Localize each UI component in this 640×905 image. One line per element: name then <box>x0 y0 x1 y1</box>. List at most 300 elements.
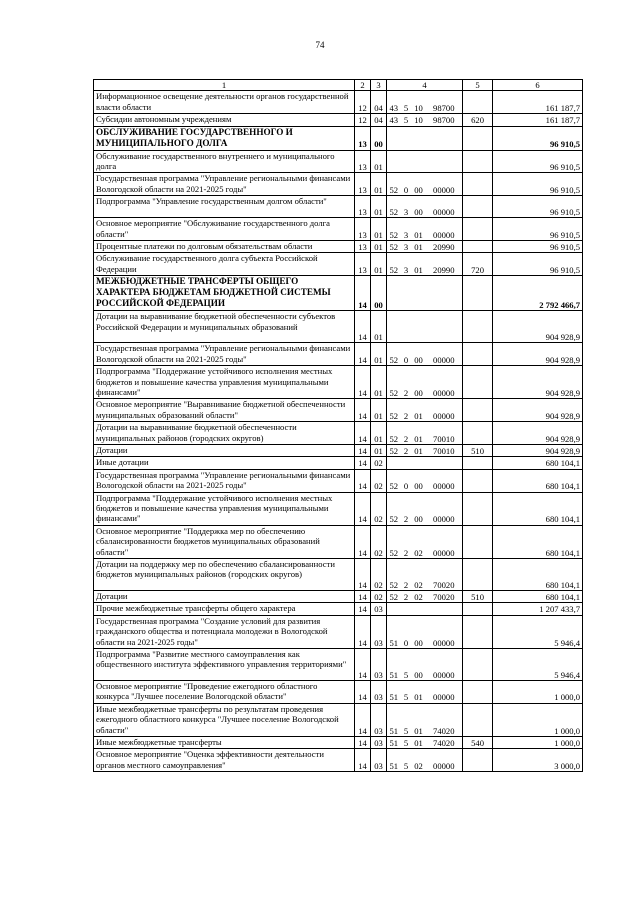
row-code-subprogram: 2 <box>401 591 412 603</box>
row-amount: 96 910,5 <box>493 196 583 218</box>
row-section: 14 <box>355 366 371 399</box>
table-row <box>94 150 583 173</box>
row-code-direction: 00000 <box>426 749 463 772</box>
row-subsection: 02 <box>371 469 387 492</box>
table-row <box>94 126 583 150</box>
row-subsection: 03 <box>371 603 387 615</box>
row-code-program: 52 <box>387 492 401 525</box>
row-code-event <box>412 457 426 469</box>
row-section: 14 <box>355 444 371 456</box>
row-section: 14 <box>355 703 371 736</box>
row-code-program: 52 <box>387 241 401 253</box>
row-section: 12 <box>355 114 371 126</box>
row-code-event: 00 <box>412 196 426 218</box>
row-subsection: 02 <box>371 457 387 469</box>
row-amount: 161 187,7 <box>493 91 583 114</box>
row-expense-type <box>463 649 493 681</box>
table-row <box>94 173 583 196</box>
row-expense-type <box>463 366 493 399</box>
row-code-event: 01 <box>412 241 426 253</box>
row-code-program: 43 <box>387 91 401 114</box>
row-code-direction: 70020 <box>426 591 463 603</box>
row-expense-type <box>463 311 493 343</box>
row-section: 13 <box>355 150 371 173</box>
row-code-program: 52 <box>387 343 401 366</box>
row-code-subprogram: 3 <box>401 253 412 276</box>
table-row <box>94 91 583 114</box>
row-section: 14 <box>355 559 371 591</box>
row-section: 13 <box>355 126 371 150</box>
table-row <box>94 492 583 525</box>
row-expense-type <box>463 615 493 648</box>
row-code-program: 51 <box>387 649 401 681</box>
row-amount: 680 104,1 <box>493 492 583 525</box>
row-amount: 5 946,4 <box>493 649 583 681</box>
row-section: 14 <box>355 399 371 422</box>
row-section: 12 <box>355 91 371 114</box>
row-name: Дотации на поддержку мер по обеспечению сбалансированности бюджетов муниципальных районов (городских округов) <box>94 559 355 591</box>
row-subsection: 03 <box>371 615 387 648</box>
row-code-subprogram: 2 <box>401 444 412 456</box>
row-amount: 904 928,9 <box>493 422 583 445</box>
row-subsection: 02 <box>371 591 387 603</box>
row-name: Субсидии автономным учреждениям <box>94 114 355 126</box>
row-code-program <box>387 457 401 469</box>
row-name: Иные межбюджетные трансферты по результатам проведения ежегодного областного конкурса "Лучшее поселение Вологодской области" <box>94 703 355 736</box>
row-code-program: 51 <box>387 737 401 749</box>
table-row <box>94 457 583 469</box>
table-row <box>94 422 583 445</box>
row-subsection: 01 <box>371 444 387 456</box>
row-amount: 96 910,5 <box>493 126 583 150</box>
row-code-subprogram: 5 <box>401 737 412 749</box>
row-code-subprogram: 3 <box>401 196 412 218</box>
row-name: Основное мероприятие "Проведение ежегодного областного конкурса "Лучшее поселение Вологодской области" <box>94 681 355 704</box>
row-expense-type <box>463 91 493 114</box>
row-code-program: 51 <box>387 749 401 772</box>
row-code-direction: 70010 <box>426 444 463 456</box>
row-expense-type <box>463 422 493 445</box>
table-body <box>94 80 583 772</box>
row-code-subprogram: 5 <box>401 681 412 704</box>
row-code-direction: 00000 <box>426 196 463 218</box>
row-code-program: 51 <box>387 703 401 736</box>
row-code-program: 52 <box>387 218 401 241</box>
row-code-program: 52 <box>387 422 401 445</box>
row-expense-type: 510 <box>463 444 493 456</box>
row-code-program: 52 <box>387 253 401 276</box>
row-name: Государственная программа "Управление региональными финансами Вологодской области на 2021-2025 годы" <box>94 173 355 196</box>
row-code-program: 52 <box>387 173 401 196</box>
row-section: 13 <box>355 196 371 218</box>
row-code-subprogram: 5 <box>401 703 412 736</box>
row-name: Государственная программа "Управление региональными финансами Вологодской области на 2021-2025 годы" <box>94 343 355 366</box>
row-code-direction <box>426 150 463 173</box>
row-code-direction <box>426 126 463 150</box>
table-row <box>94 114 583 126</box>
row-code-subprogram <box>401 276 412 311</box>
row-code-subprogram: 0 <box>401 343 412 366</box>
table-row <box>94 444 583 456</box>
table-row <box>94 469 583 492</box>
row-section: 14 <box>355 615 371 648</box>
row-subsection: 03 <box>371 703 387 736</box>
row-section: 14 <box>355 649 371 681</box>
row-amount: 680 104,1 <box>493 559 583 591</box>
table-row <box>94 749 583 772</box>
header-col-4: 4 <box>387 80 463 91</box>
row-amount: 904 928,9 <box>493 366 583 399</box>
row-name: Обслуживание государственного долга субъекта Российской Федерации <box>94 253 355 276</box>
row-code-event: 10 <box>412 91 426 114</box>
row-code-direction: 20990 <box>426 241 463 253</box>
row-expense-type <box>463 603 493 615</box>
row-code-event: 02 <box>412 559 426 591</box>
row-code-direction: 00000 <box>426 366 463 399</box>
row-expense-type <box>463 241 493 253</box>
row-subsection: 02 <box>371 492 387 525</box>
row-subsection: 01 <box>371 173 387 196</box>
row-code-subprogram: 2 <box>401 559 412 591</box>
row-code-direction: 74020 <box>426 703 463 736</box>
row-amount: 96 910,5 <box>493 173 583 196</box>
row-subsection: 04 <box>371 91 387 114</box>
row-section: 14 <box>355 525 371 558</box>
row-code-direction <box>426 457 463 469</box>
row-code-event: 02 <box>412 591 426 603</box>
row-section: 14 <box>355 737 371 749</box>
row-section: 14 <box>355 749 371 772</box>
row-expense-type <box>463 150 493 173</box>
header-col-5: 5 <box>463 80 493 91</box>
table-row <box>94 615 583 648</box>
row-subsection: 03 <box>371 749 387 772</box>
table-row <box>94 603 583 615</box>
row-code-direction: 00000 <box>426 173 463 196</box>
row-name: Основное мероприятие "Поддержка мер по обеспечению сбалансированности бюджетов муниципальных образований области" <box>94 525 355 558</box>
row-expense-type: 720 <box>463 253 493 276</box>
table-row <box>94 649 583 681</box>
row-code-event: 00 <box>412 615 426 648</box>
row-expense-type <box>463 469 493 492</box>
row-code-direction: 00000 <box>426 492 463 525</box>
table-row <box>94 196 583 218</box>
row-code-subprogram: 2 <box>401 525 412 558</box>
row-subsection: 00 <box>371 126 387 150</box>
row-code-direction <box>426 603 463 615</box>
row-code-subprogram <box>401 126 412 150</box>
row-code-program <box>387 126 401 150</box>
row-code-subprogram: 0 <box>401 173 412 196</box>
row-expense-type <box>463 681 493 704</box>
row-code-event: 01 <box>412 737 426 749</box>
row-name: Государственная программа "Создание условий для развития гражданского общества и потенциала молодежи в Вологодской области на 2021-2025 годы" <box>94 615 355 648</box>
row-code-subprogram <box>401 150 412 173</box>
row-amount: 96 910,5 <box>493 150 583 173</box>
row-code-program: 51 <box>387 615 401 648</box>
row-section: 14 <box>355 276 371 311</box>
table-row <box>94 366 583 399</box>
row-amount: 680 104,1 <box>493 457 583 469</box>
row-amount: 5 946,4 <box>493 615 583 648</box>
row-name: Подпрограмма "Развитие местного самоуправления как общественного института эффективного управления территориями" <box>94 649 355 681</box>
header-col-2: 2 <box>355 80 371 91</box>
row-code-direction: 00000 <box>426 343 463 366</box>
row-code-program: 52 <box>387 196 401 218</box>
row-amount: 161 187,7 <box>493 114 583 126</box>
row-subsection: 01 <box>371 366 387 399</box>
row-expense-type: 540 <box>463 737 493 749</box>
row-code-subprogram: 5 <box>401 91 412 114</box>
row-code-subprogram: 3 <box>401 241 412 253</box>
row-amount: 904 928,9 <box>493 399 583 422</box>
row-code-subprogram: 2 <box>401 492 412 525</box>
row-code-event: 01 <box>412 422 426 445</box>
row-code-direction: 98700 <box>426 91 463 114</box>
row-subsection: 02 <box>371 559 387 591</box>
row-code-event: 00 <box>412 343 426 366</box>
row-code-subprogram: 2 <box>401 366 412 399</box>
row-name: Дотации <box>94 444 355 456</box>
row-amount: 1 000,0 <box>493 681 583 704</box>
row-name: Иные дотации <box>94 457 355 469</box>
row-code-subprogram <box>401 457 412 469</box>
row-code-subprogram: 2 <box>401 399 412 422</box>
row-section: 14 <box>355 457 371 469</box>
row-amount: 96 910,5 <box>493 218 583 241</box>
row-code-program <box>387 603 401 615</box>
row-expense-type <box>463 492 493 525</box>
row-code-event: 01 <box>412 253 426 276</box>
row-name: Дотации на выравнивание бюджетной обеспеченности субъектов Российской Федерации и муниципальных образований <box>94 311 355 343</box>
header-col-1: 1 <box>94 80 355 91</box>
row-name: Дотации <box>94 591 355 603</box>
row-code-direction: 00000 <box>426 615 463 648</box>
row-code-subprogram <box>401 311 412 343</box>
table-row <box>94 525 583 558</box>
row-code-subprogram: 2 <box>401 422 412 445</box>
row-code-program: 52 <box>387 399 401 422</box>
row-expense-type <box>463 343 493 366</box>
row-subsection: 03 <box>371 737 387 749</box>
row-name: Подпрограмма "Поддержание устойчивого исполнения местных бюджетов и повышение качества управления муниципальными финансами" <box>94 366 355 399</box>
row-code-event: 00 <box>412 173 426 196</box>
row-amount: 680 104,1 <box>493 469 583 492</box>
row-amount: 680 104,1 <box>493 591 583 603</box>
header-col-6: 6 <box>493 80 583 91</box>
row-section: 14 <box>355 681 371 704</box>
row-code-event: 00 <box>412 492 426 525</box>
row-code-event <box>412 150 426 173</box>
row-code-event: 10 <box>412 114 426 126</box>
row-code-event: 01 <box>412 444 426 456</box>
row-expense-type <box>463 559 493 591</box>
row-code-event <box>412 276 426 311</box>
row-section: 14 <box>355 603 371 615</box>
row-section: 14 <box>355 469 371 492</box>
row-code-event <box>412 311 426 343</box>
row-expense-type <box>463 457 493 469</box>
row-code-subprogram <box>401 603 412 615</box>
row-code-subprogram: 5 <box>401 649 412 681</box>
row-subsection: 01 <box>371 422 387 445</box>
row-code-direction: 00000 <box>426 681 463 704</box>
row-amount: 2 792 466,7 <box>493 276 583 311</box>
row-expense-type <box>463 126 493 150</box>
row-name: Процентные платежи по долговым обязательствам области <box>94 241 355 253</box>
row-code-program: 52 <box>387 525 401 558</box>
row-subsection: 01 <box>371 150 387 173</box>
row-code-subprogram: 5 <box>401 749 412 772</box>
row-name: ОБСЛУЖИВАНИЕ ГОСУДАРСТВЕННОГО И МУНИЦИПАЛЬНОГО ДОЛГА <box>94 126 355 150</box>
row-code-direction: 70010 <box>426 422 463 445</box>
row-code-direction <box>426 311 463 343</box>
budget-table <box>93 79 583 772</box>
row-code-program: 52 <box>387 444 401 456</box>
row-code-direction: 20990 <box>426 253 463 276</box>
row-amount: 680 104,1 <box>493 525 583 558</box>
row-amount: 1 000,0 <box>493 703 583 736</box>
row-code-program: 52 <box>387 469 401 492</box>
row-code-event: 00 <box>412 469 426 492</box>
row-expense-type <box>463 276 493 311</box>
row-amount: 3 000,0 <box>493 749 583 772</box>
table-row <box>94 311 583 343</box>
row-expense-type <box>463 218 493 241</box>
row-code-direction: 00000 <box>426 649 463 681</box>
row-code-direction: 00000 <box>426 469 463 492</box>
table-row <box>94 737 583 749</box>
row-subsection: 02 <box>371 525 387 558</box>
row-expense-type: 620 <box>463 114 493 126</box>
row-subsection: 01 <box>371 196 387 218</box>
row-amount: 1 207 433,7 <box>493 603 583 615</box>
row-amount: 96 910,5 <box>493 241 583 253</box>
row-code-direction: 00000 <box>426 218 463 241</box>
row-subsection: 01 <box>371 253 387 276</box>
row-code-event: 01 <box>412 218 426 241</box>
row-code-event: 02 <box>412 749 426 772</box>
row-code-program: 43 <box>387 114 401 126</box>
table-row <box>94 343 583 366</box>
row-code-program <box>387 311 401 343</box>
row-expense-type <box>463 399 493 422</box>
row-expense-type <box>463 525 493 558</box>
row-name: Обслуживание государственного внутреннего и муниципального долга <box>94 150 355 173</box>
row-section: 14 <box>355 492 371 525</box>
row-section: 13 <box>355 253 371 276</box>
row-expense-type <box>463 749 493 772</box>
row-code-event <box>412 603 426 615</box>
row-section: 14 <box>355 422 371 445</box>
table-row <box>94 241 583 253</box>
row-expense-type: 510 <box>463 591 493 603</box>
row-code-direction: 98700 <box>426 114 463 126</box>
row-code-event: 01 <box>412 681 426 704</box>
row-section: 14 <box>355 591 371 603</box>
row-code-event <box>412 126 426 150</box>
row-code-subprogram: 5 <box>401 114 412 126</box>
row-code-program <box>387 150 401 173</box>
table-row <box>94 218 583 241</box>
row-amount: 96 910,5 <box>493 253 583 276</box>
header-row <box>94 80 583 91</box>
page-number: 74 <box>315 40 325 50</box>
row-code-event: 02 <box>412 525 426 558</box>
row-subsection: 01 <box>371 218 387 241</box>
row-name: Основное мероприятие "Обслуживание государственного долга области" <box>94 218 355 241</box>
row-name: Государственная программа "Управление региональными финансами Вологодской области на 2021-2025 годы" <box>94 469 355 492</box>
row-subsection: 03 <box>371 649 387 681</box>
row-section: 14 <box>355 311 371 343</box>
row-code-program: 52 <box>387 591 401 603</box>
row-expense-type <box>463 173 493 196</box>
row-subsection: 00 <box>371 276 387 311</box>
table-row <box>94 703 583 736</box>
table-row <box>94 681 583 704</box>
row-subsection: 01 <box>371 399 387 422</box>
row-name: Прочие межбюджетные трансферты общего характера <box>94 603 355 615</box>
row-code-direction <box>426 276 463 311</box>
row-code-direction: 00000 <box>426 525 463 558</box>
row-code-program <box>387 276 401 311</box>
row-section: 13 <box>355 218 371 241</box>
row-amount: 1 000,0 <box>493 737 583 749</box>
row-name: Дотации на выравнивание бюджетной обеспеченности муниципальных районов (городских округов) <box>94 422 355 445</box>
row-code-subprogram: 0 <box>401 469 412 492</box>
row-expense-type <box>463 196 493 218</box>
table-row <box>94 399 583 422</box>
row-name: Подпрограмма "Управление государственным долгом области" <box>94 196 355 218</box>
row-name: Иные межбюджетные трансферты <box>94 737 355 749</box>
row-code-subprogram: 3 <box>401 218 412 241</box>
row-code-event: 00 <box>412 366 426 399</box>
row-amount: 904 928,9 <box>493 311 583 343</box>
row-name: Основное мероприятие "Оценка эффективности деятельности органов местного самоуправления" <box>94 749 355 772</box>
row-subsection: 04 <box>371 114 387 126</box>
row-name: МЕЖБЮДЖЕТНЫЕ ТРАНСФЕРТЫ ОБЩЕГО ХАРАКТЕРА БЮДЖЕТАМ БЮДЖЕТНОЙ СИСТЕМЫ РОССИЙСКОЙ ФЕДЕРАЦИИ <box>94 276 355 311</box>
row-section: 13 <box>355 241 371 253</box>
row-code-event: 01 <box>412 399 426 422</box>
row-section: 13 <box>355 173 371 196</box>
table-row <box>94 559 583 591</box>
header-col-3: 3 <box>371 80 387 91</box>
row-subsection: 01 <box>371 343 387 366</box>
row-code-direction: 70020 <box>426 559 463 591</box>
row-code-event: 01 <box>412 703 426 736</box>
row-subsection: 01 <box>371 241 387 253</box>
table-row <box>94 591 583 603</box>
row-subsection: 03 <box>371 681 387 704</box>
row-code-program: 52 <box>387 366 401 399</box>
row-name: Подпрограмма "Поддержание устойчивого исполнения местных бюджетов и повышение качества управления муниципальными финансами" <box>94 492 355 525</box>
row-code-subprogram: 0 <box>401 615 412 648</box>
table-row <box>94 276 583 311</box>
row-name: Информационное освещение деятельности органов государственной власти области <box>94 91 355 114</box>
row-code-program: 51 <box>387 681 401 704</box>
row-expense-type <box>463 703 493 736</box>
row-amount: 904 928,9 <box>493 444 583 456</box>
row-code-direction: 74020 <box>426 737 463 749</box>
row-code-event: 00 <box>412 649 426 681</box>
row-subsection: 01 <box>371 311 387 343</box>
row-section: 14 <box>355 343 371 366</box>
table-row <box>94 253 583 276</box>
row-code-direction: 00000 <box>426 399 463 422</box>
row-code-program: 52 <box>387 559 401 591</box>
row-name: Основное мероприятие "Выравнивание бюджетной обеспеченности муниципальных образований области" <box>94 399 355 422</box>
row-amount: 904 928,9 <box>493 343 583 366</box>
